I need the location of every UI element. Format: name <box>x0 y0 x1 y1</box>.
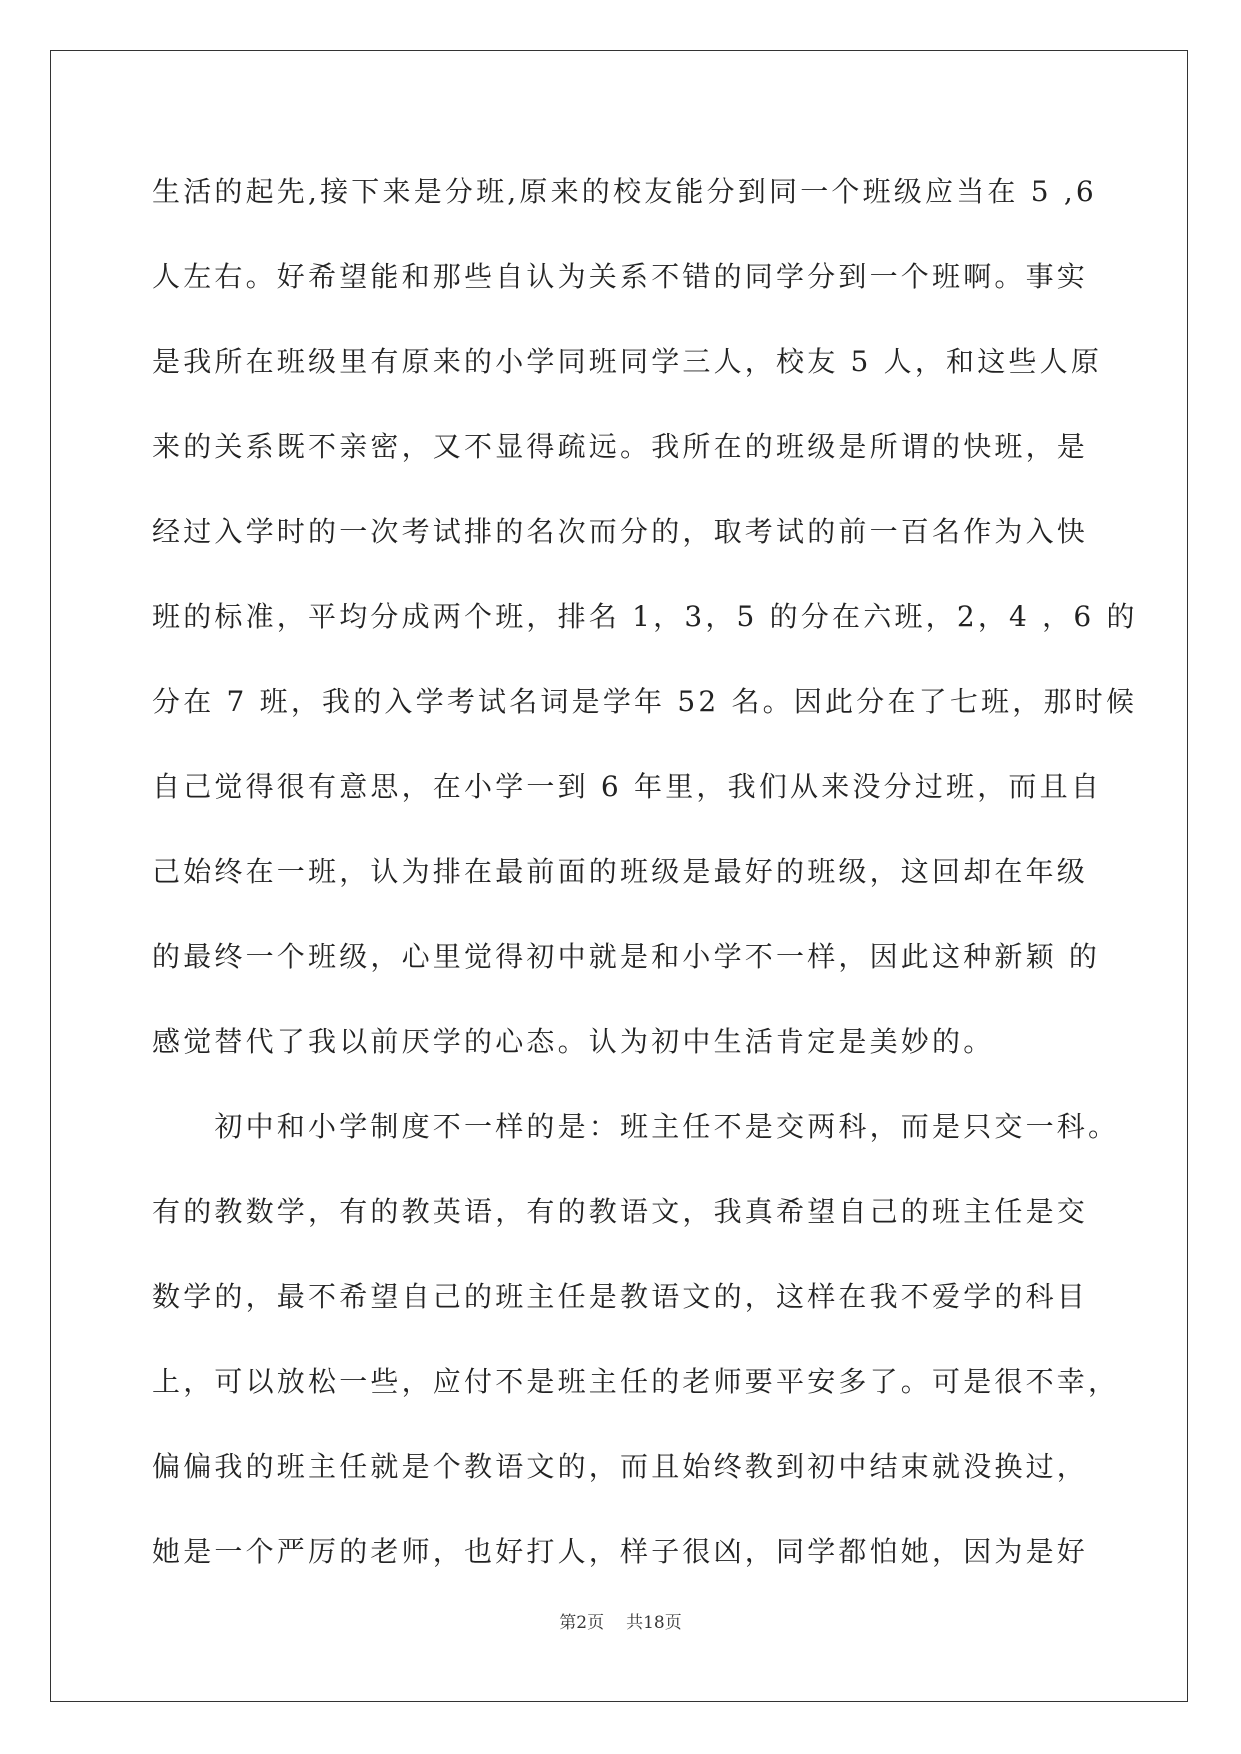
text-line: 来的关系既不亲密，又不显得疏远。我所在的班级是所谓的快班，是 <box>152 430 1089 463</box>
text-line: 初中和小学制度不一样的是：班主任不是交两科，而是只交一科。 <box>152 1110 1120 1143</box>
text-line: 数学的，最不希望自己的班主任是教语文的，这样在我不爱学的科目 <box>152 1280 1089 1313</box>
text-line: 偏偏我的班主任就是个教语文的，而且始终教到初中结束就没换过， <box>152 1450 1089 1483</box>
text-line: 上，可以放松一些，应付不是班主任的老师要平安多了。可是很不幸， <box>152 1365 1120 1398</box>
page-number: 第2页 <box>559 1613 605 1633</box>
page-footer <box>0 1608 1241 1633</box>
page-total: 共18页 <box>626 1613 682 1633</box>
text-line: 生活的起先,接下来是分班,原来的校友能分到同一个班级应当在 5 ,6 <box>152 175 1097 208</box>
text-line: 经过入学时的一次考试排的名次而分的，取考试的前一百名作为入快 <box>152 515 1089 548</box>
text-line: 人左右。好希望能和那些自认为关系不错的同学分到一个班啊。事实 <box>152 260 1089 293</box>
text-line: 自己觉得很有意思，在小学一到 6 年里，我们从来没分过班，而且自 <box>152 770 1103 803</box>
text-line: 有的教数学，有的教英语，有的教语文，我真希望自己的班主任是交 <box>152 1195 1089 1228</box>
document-body <box>152 166 1138 1611</box>
text-line: 她是一个严厉的老师，也好打人，样子很凶，同学都怕她，因为是好 <box>152 1535 1089 1568</box>
text-line: 分在 7 班，我的入学考试名词是学年 52 名。因此分在了七班，那时候 <box>152 685 1138 718</box>
text-line: 班的标准，平均分成两个班，排名 1，3，5 的分在六班，2，4 ，6 的 <box>152 600 1138 633</box>
text-line: 己始终在一班，认为排在最前面的班级是最好的班级，这回却在年级 <box>152 855 1089 888</box>
text-line: 感觉替代了我以前厌学的心态。认为初中生活肯定是美妙的。 <box>152 1025 995 1058</box>
text-line: 是我所在班级里有原来的小学同班同学三人，校友 5 人，和这些人原 <box>152 345 1103 378</box>
text-line: 的最终一个班级，心里觉得初中就是和小学不一样，因此这种新颖 的 <box>152 940 1101 973</box>
